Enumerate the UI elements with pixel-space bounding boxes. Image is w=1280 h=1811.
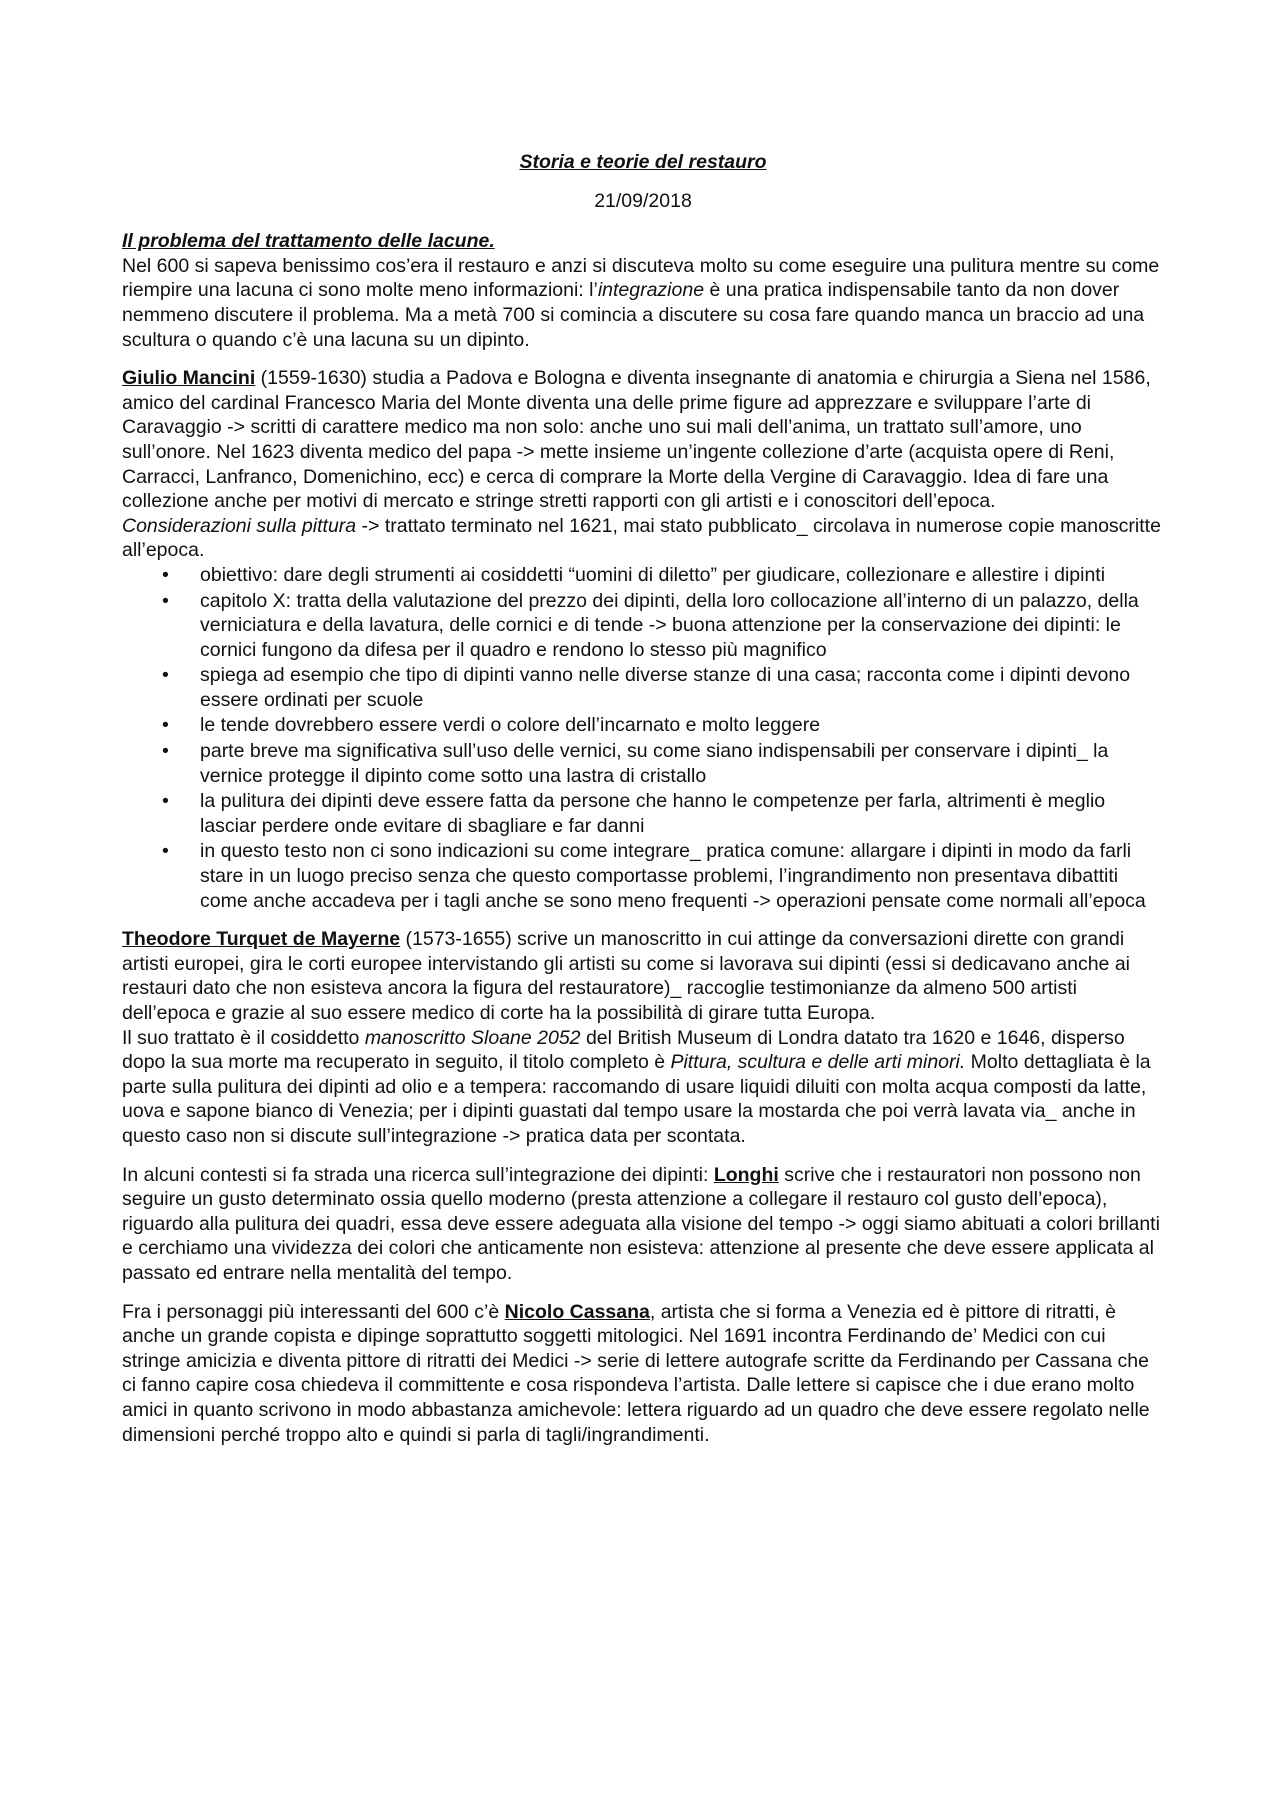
mayerne-text-c: Molto dettagliata è la parte sulla pulitura dei dipinti ad olio e a tempera: raccomando di usare liquidi diluiti con molta acqua composti da latte, uova e sapone bianco di Venezia; per i dipinti guastati dal tempo usare la mostarda che poi verrà lavata via_ anche in questo caso non si discute sull’integrazione -> pratica data per scontata. [122, 1051, 1151, 1147]
mancini-text: (1559-1630) studia a Padova e Bologna e diventa insegnante di anatomia e chirurgia a Siena nel 1586, amico del cardinal Francesco Maria del Monte diventa una delle prime figure ad apprezzare e sviluppare l’arte di Caravaggio -> scritti di carattere medico ma non solo: anche uno sui mali dell’anima, un trattato sull’amore, uno sull’onore. Nel 1623 diventa medico del papa -> mette insieme un’ingente collezione d’arte (acquista opere di Reni, Carracci, Lanfranco, Domenichino, ecc) e cerca di comprare la Morte della Vergine di Caravaggio. Idea di fare una collezione anche per motivi di mercato e stringe stretti rapporti con gli artisti e i conoscitori dell’epoca. [122, 367, 1151, 513]
document-title: Storia e teorie del restauro [519, 151, 767, 173]
mayerne-full-title: Pittura, scultura e delle arti minori. [670, 1051, 966, 1074]
intro-emphasis: integrazione [597, 279, 705, 302]
list-item: • spiega ad esempio che tipo di dipinti vanno nelle diverse stanze di una casa; racconta come i dipinti devono essere ordinati per scuole [122, 663, 1164, 712]
treatise-text: -> trattato terminato nel 1621, mai stato pubblicato_ circolava in numerose copie manoscritte all’epoca. [122, 514, 1161, 562]
mayerne-manuscript-title: manoscritto Sloane 2052 [364, 1026, 581, 1049]
mayerne-text-b: del British Museum di Londra datato tra 1620 e 1646, disperso dopo la sua morte ma recuperato in seguito, il titolo completo è [122, 1026, 1125, 1074]
mayerne-paragraph [122, 927, 1164, 1025]
document-date: 21/09/2018 [594, 189, 692, 212]
intro-text-start: Nel 600 si sapeva benissimo cos’era il restauro e anzi si discuteva molto su come eseguire una pulitura mentre su come riempire una lacuna ci sono molte meno informazioni: l’ [122, 254, 1160, 302]
section-title: Il problema del trattamento delle lacune. [122, 230, 495, 253]
list-item: • la pulitura dei dipinti deve essere fatta da persone che hanno le competenze per farla, altrimenti è meglio lasciar perdere onde evitare di sbagliare e far danni [122, 789, 1164, 838]
cassana-paragraph [122, 1300, 1164, 1448]
list-item: • le tende dovrebbero essere verdi o colore dell’incarnato e molto leggere [122, 713, 1164, 738]
longhi-text-start: In alcuni contesti si fa strada una ricerca sull’integrazione dei dipinti: [122, 1163, 714, 1186]
mayerne-text: (1573-1655) scrive un manoscritto in cui attinge da conversazioni dirette con grandi artisti europei, gira le corti europee intervistando gli artisti su come si lavorava sui dipinti (essi si dedicavano anche ai restauri dato che non esisteva ancora la figura del restauratore)_ raccoglie testimonianze da almeno 500 artisti dell’epoca e grazie al suo essere medico di corte ha la possibilità di girare tutta Europa. [122, 928, 1131, 1024]
longhi-paragraph [122, 1163, 1164, 1286]
list-item: • capitolo X: tratta della valutazione del prezzo dei dipinti, della loro collocazione all’interno di un palazzo, della verniciatura e della lavatura, delle cornici e di tende -> buona attenzione per la conservazione dei dipinti: le cornici fungono da difesa per il quadro e rendono lo stesso più magnifico [122, 589, 1164, 663]
cassana-text-end: , artista che si forma a Venezia ed è pittore di ritratti, è anche un grande copista e dipinge soprattutto soggetti mitologici. Nel 1691 incontra Ferdinando de’ Medici con cui stringe amicizia e diventa pittore di ritratti dei Medici -> serie di lettere autografe scritte da Ferdinando per Cassana che ci fanno capire cosa chiedeva il committente e cosa rispondeva l’artista. Dalle lettere si capisce che i due erano molto amici in quanto scrivono in modo abbastanza amichevole: lettera riguardo ad un quadro che deve essere regolato nelle dimensioni perché troppo alto e quindi si parla di tagli/ingrandimenti. [122, 1300, 1150, 1446]
cassana-text-start: Fra i personaggi più interessanti del 600 c’è [122, 1300, 505, 1323]
list-item: • in questo testo non ci sono indicazioni su come integrare_ pratica comune: allargare i dipinti in modo da farli stare in un luogo preciso senza che questo comportasse problemi, l’ingrandimento non presentava dibattiti come anche accadeva per i tagli anche se sono meno frequenti -> operazioni pensate come normali all’epoca [122, 839, 1164, 913]
mayerne-text-a: Il suo trattato è il cosiddetto [122, 1026, 365, 1049]
longhi-name: Longhi [713, 1163, 779, 1186]
list-item: • parte breve ma significativa sull’uso delle vernici, su come siano indispensabili per conservare i dipinti_ la vernice protegge il dipinto come sotto una lastra di cristallo [122, 739, 1164, 788]
mayerne-name: Theodore Turquet de Mayerne [122, 928, 401, 951]
mancini-bullet-list [122, 563, 1164, 913]
longhi-text-end: scrive che i restauratori non possono non seguire un gusto determinato ossia quello moderno (presta attenzione a collegare il restauro col gusto dell’epoca), riguardo alla pulitura dei quadri, essa deve essere adeguata alla visione del tempo -> oggi siamo abituati a colori brillanti e cerchiamo una vividezza dei colori che anticamente non esisteva: attenzione al presente che deve essere applicata al passato ed entrare nella mentalità del tempo. [122, 1163, 1160, 1284]
treatise-paragraph [122, 514, 1164, 563]
mancini-name: Giulio Mancini [122, 367, 256, 390]
intro-text-end: è una pratica indispensabile tanto da non dover nemmeno discutere il problema. Ma a metà 700 si comincia a discutere su cosa fare quando manca un braccio ad una scultura o quando c’è una lacuna su un dipinto. [122, 279, 1145, 351]
mancini-paragraph [122, 366, 1164, 514]
intro-paragraph [122, 254, 1164, 352]
mayerne-treatise-paragraph [122, 1026, 1164, 1149]
treatise-title: Considerazioni sulla pittura [122, 514, 357, 537]
cassana-name: Nicolo Cassana [504, 1300, 650, 1323]
list-item: • obiettivo: dare degli strumenti ai cosiddetti “uomini di diletto” per giudicare, collezionare e allestire i dipinti [122, 563, 1164, 588]
